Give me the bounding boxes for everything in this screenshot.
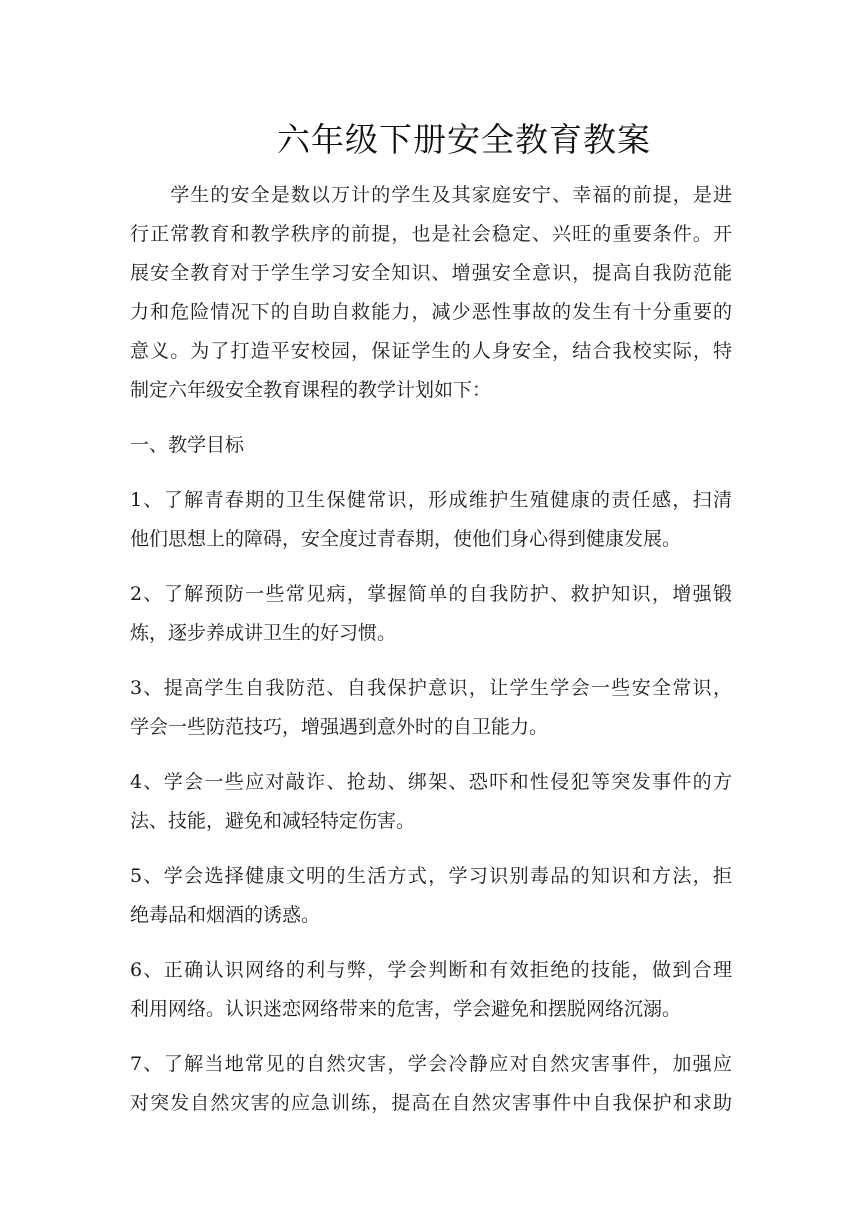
paragraph-intro (130, 176, 732, 410)
section-heading-goals (130, 426, 732, 465)
text-line: 5、学会选择健康文明的生活方式，学习识别毒品的知识和方法，拒 (130, 865, 732, 887)
text-line: 学生的安全是数以万计的学生及其家庭安宁、幸福的前提，是进 (130, 184, 732, 206)
paragraph-spacer (130, 747, 732, 763)
paragraph-goal-3 (130, 669, 732, 747)
text-line: 学会一些防范技巧，增强遇到意外时的自卫能力。 (130, 716, 549, 738)
paragraph-goal-6 (130, 951, 732, 1029)
paragraph-spacer (130, 410, 732, 426)
document-title: 六年级下册安全教育教案 (277, 120, 651, 159)
paragraph-goal-1 (130, 481, 732, 559)
text-line: 3、提高学生自我防范、自我保护意识，让学生学会一些安全常识， (130, 677, 732, 699)
text-line: 2、了解预防一些常见病，掌握简单的自我防护、救护知识，增强锻 (130, 583, 732, 605)
text-line: 炼，逐步养成讲卫生的好习惯。 (130, 622, 397, 644)
text-line: 绝毒品和烟酒的诱惑。 (130, 904, 321, 926)
text-line: 对突发自然灾害的应急训练，提高在自然灾害事件中自我保护和求助 (130, 1092, 732, 1114)
text-line: 意义。为了打造平安校园，保证学生的人身安全，结合我校实际，特 (130, 340, 732, 362)
text-line: 1、了解青春期的卫生保健常识，形成维护生殖健康的责任感，扫清 (130, 489, 732, 511)
text-line: 法、技能，避免和减轻特定伤害。 (130, 810, 416, 832)
section-heading: 一、教学目标 (130, 434, 245, 456)
paragraph-spacer (130, 1029, 732, 1045)
paragraph-goal-2 (130, 575, 732, 653)
text-line: 行正常教育和教学秩序的前提，也是社会稳定、兴旺的重要条件。开 (130, 223, 732, 245)
text-line: 展安全教育对于学生学习安全知识、增强安全意识，提高自我防范能 (130, 262, 732, 284)
paragraph-spacer (130, 465, 732, 481)
paragraph-goal-7 (130, 1045, 732, 1123)
text-line: 力和危险情况下的自助自救能力，减少恶性事故的发生有十分重要的 (130, 301, 732, 323)
paragraph-spacer (130, 559, 732, 575)
paragraph-spacer (130, 841, 732, 857)
paragraph-spacer (130, 653, 732, 669)
paragraph-goal-4 (130, 763, 732, 841)
text-line: 利用网络。认识迷恋网络带来的危害，学会避免和摆脱网络沉溺。 (130, 998, 682, 1020)
document-body (130, 176, 732, 1123)
text-line: 他们思想上的障碍，安全度过青春期，使他们身心得到健康发展。 (130, 528, 682, 550)
text-line: 4、学会一些应对敲诈、抢劫、绑架、恐吓和性侵犯等突发事件的方 (130, 771, 732, 793)
text-line: 制定六年级安全教育课程的教学计划如下： (130, 379, 492, 401)
paragraph-spacer (130, 935, 732, 951)
text-line: 7、了解当地常见的自然灾害，学会冷静应对自然灾害事件，加强应 (130, 1053, 732, 1075)
text-line: 6、正确认识网络的利与弊，学会判断和有效拒绝的技能，做到合理 (130, 959, 732, 981)
paragraph-goal-5 (130, 857, 732, 935)
